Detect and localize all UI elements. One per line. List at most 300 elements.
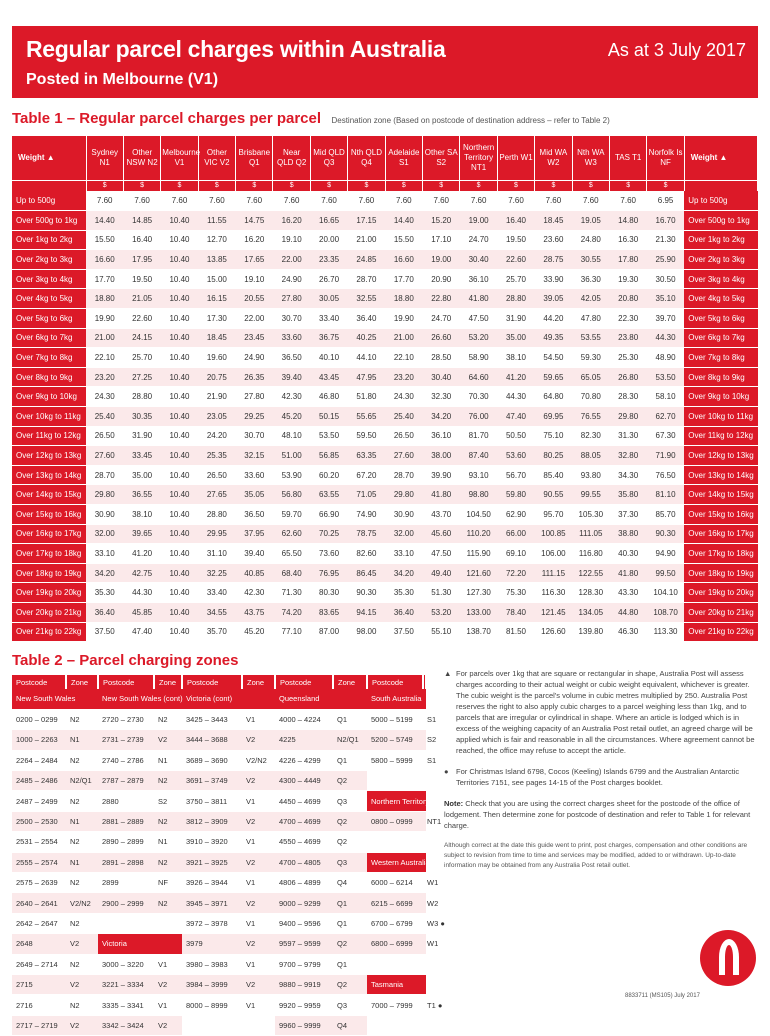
price-cell: 23.20: [385, 367, 422, 387]
weight-label: Over 12kg to 13kg: [12, 446, 86, 466]
price-cell: 7.60: [535, 191, 572, 211]
price-cell: 25.40: [86, 407, 123, 427]
price-cell: 47.40: [123, 622, 160, 642]
price-cell: 43.45: [310, 367, 347, 387]
state-section-label: Victoria (cont): [182, 689, 275, 709]
price-cell: 16.40: [497, 211, 534, 231]
price-cell: 76.50: [647, 465, 684, 485]
zone-header: Other NSW N2: [123, 136, 160, 180]
price-cell: 19.00: [460, 211, 497, 231]
price-cell: 93.80: [572, 465, 609, 485]
postcode-cell: 3335 – 3341: [98, 995, 154, 1015]
price-cell: 30.35: [123, 407, 160, 427]
price-cell: 54.50: [535, 348, 572, 368]
postcode-cell: 9400 – 9596: [275, 913, 333, 933]
postcode-cell: 2642 – 2647: [12, 913, 66, 933]
postcode-cell: 2717 – 2719: [12, 1015, 66, 1035]
price-cell: 41.20: [497, 367, 534, 387]
price-cell: 71.90: [647, 446, 684, 466]
zone-cell: N1: [154, 750, 182, 770]
price-cell: 24.15: [123, 328, 160, 348]
price-cell: 10.40: [161, 563, 198, 583]
price-cell: 26.50: [86, 426, 123, 446]
price-cell: 6.95: [647, 191, 684, 211]
price-cell: 7.60: [123, 191, 160, 211]
price-cell: 35.05: [236, 485, 273, 505]
weight-label-right: Over 18kg to 19kg: [684, 563, 757, 583]
price-cell: 76.00: [460, 407, 497, 427]
price-cell: 93.10: [460, 465, 497, 485]
price-cell: 37.95: [236, 524, 273, 544]
price-cell: 46.80: [310, 387, 347, 407]
price-cell: 78.75: [348, 524, 385, 544]
price-cell: 24.90: [273, 269, 310, 289]
zone-table-header: Zone: [66, 675, 98, 689]
price-cell: 28.70: [86, 465, 123, 485]
price-cell: 47.50: [460, 309, 497, 329]
postcode-cell: 7000 – 7999: [367, 995, 423, 1015]
postcode-cell: 4450 – 4699: [275, 791, 333, 811]
price-cell: 10.40: [161, 583, 198, 603]
zone-cell: T1 ●: [423, 995, 426, 1015]
table-row: [12, 913, 426, 933]
price-cell: 10.40: [161, 211, 198, 231]
zone-table-header: Zone: [333, 675, 367, 689]
zone-cell: N2: [154, 709, 182, 729]
zone-cell: Q2: [333, 974, 367, 994]
price-cell: 28.50: [423, 348, 460, 368]
price-cell: 16.15: [198, 289, 235, 309]
weight-header-right: Weight ▲: [684, 136, 757, 180]
empty-cell: [367, 1015, 426, 1035]
price-cell: 47.95: [348, 367, 385, 387]
zone-cell: V1: [242, 995, 275, 1015]
price-cell: 11.55: [198, 211, 235, 231]
postcode-cell: 2900 – 2999: [98, 893, 154, 913]
price-cell: 27.60: [86, 446, 123, 466]
weight-label: Over 17kg to 18kg: [12, 544, 86, 564]
weight-label: Over 2kg to 3kg: [12, 250, 86, 270]
table-row: [12, 995, 426, 1015]
weight-label-right: Over 9kg to 10kg: [684, 387, 757, 407]
zone-cell: N2: [154, 771, 182, 791]
zone-cell: Q3: [333, 852, 367, 872]
price-cell: 98.00: [348, 622, 385, 642]
price-cell: 10.40: [161, 544, 198, 564]
price-cell: 10.40: [161, 348, 198, 368]
zone-table-header: Postcode: [12, 675, 66, 689]
zone-cell: W1: [423, 934, 426, 954]
postcode-cell: 2716: [12, 995, 66, 1015]
price-cell: 7.60: [273, 191, 310, 211]
price-cell: 19.10: [273, 230, 310, 250]
price-cell: 18.80: [86, 289, 123, 309]
price-cell: 17.80: [609, 250, 646, 270]
weight-label-right: Over 19kg to 20kg: [684, 583, 757, 603]
zone-cell: N1: [66, 730, 98, 750]
price-cell: 35.10: [647, 289, 684, 309]
price-cell: 56.80: [273, 485, 310, 505]
price-cell: 33.60: [236, 465, 273, 485]
zone-cell: N2: [66, 709, 98, 729]
price-cell: 128.30: [572, 583, 609, 603]
price-cell: 116.30: [535, 583, 572, 603]
price-cell: 30.05: [310, 289, 347, 309]
price-cell: 59.65: [535, 367, 572, 387]
price-cell: 25.70: [497, 269, 534, 289]
price-cell: 66.90: [310, 505, 347, 525]
weight-label-right: Over 500g to 1kg: [684, 211, 757, 231]
zone-cell: Q2: [333, 934, 367, 954]
price-cell: 104.50: [460, 505, 497, 525]
zone-header: Melbourne V1: [161, 136, 198, 180]
price-cell: 35.80: [609, 485, 646, 505]
weight-label: Over 7kg to 8kg: [12, 348, 86, 368]
price-cell: 53.50: [310, 426, 347, 446]
price-cell: 7.60: [310, 191, 347, 211]
table-row: [12, 974, 426, 994]
postcode-cell: 3979: [182, 934, 242, 954]
postcode-cell: 2715: [12, 974, 66, 994]
zone-header: Other VIC V2: [198, 136, 235, 180]
price-cell: 43.70: [423, 505, 460, 525]
price-cell: 14.40: [385, 211, 422, 231]
price-cell: 23.60: [535, 230, 572, 250]
postcode-cell: 2720 – 2730: [98, 709, 154, 729]
price-cell: 28.30: [609, 387, 646, 407]
zone-cell: V1: [242, 832, 275, 852]
state-section-label: New South Wales (cont): [98, 689, 182, 709]
price-cell: 32.55: [348, 289, 385, 309]
weight-label-right: Over 17kg to 18kg: [684, 544, 757, 564]
price-cell: 121.45: [535, 602, 572, 622]
price-cell: 10.40: [161, 269, 198, 289]
price-cell: 139.80: [572, 622, 609, 642]
zone-cell: N1: [66, 811, 98, 831]
price-cell: 23.20: [86, 367, 123, 387]
postcode-cell: 3910 – 3920: [182, 832, 242, 852]
postcode-cell: 4226 – 4299: [275, 750, 333, 770]
price-cell: 16.60: [385, 250, 422, 270]
zone-cell: Q3: [333, 791, 367, 811]
price-cell: 45.85: [123, 602, 160, 622]
price-cell: 34.30: [609, 465, 646, 485]
zone-cell: N2: [66, 791, 98, 811]
zone-cell: V2: [242, 730, 275, 750]
zone-table-header: Postcode: [98, 675, 154, 689]
price-cell: 88.05: [572, 446, 609, 466]
weight-label: Over 20kg to 21kg: [12, 602, 86, 622]
price-cell: 90.30: [647, 524, 684, 544]
price-cell: 38.00: [423, 446, 460, 466]
weight-label-right: Over 12kg to 13kg: [684, 446, 757, 466]
zone-cell: Q2: [333, 771, 367, 791]
weight-label-right: Over 1kg to 2kg: [684, 230, 757, 250]
price-cell: 20.00: [310, 230, 347, 250]
zone-header: Nth QLD Q4: [348, 136, 385, 180]
price-cell: 10.40: [161, 446, 198, 466]
empty-cell: [367, 954, 426, 974]
zone-cell: N2/Q1: [333, 730, 367, 750]
postcode-cell: 2740 – 2786: [98, 750, 154, 770]
price-cell: 7.60: [86, 191, 123, 211]
price-cell: 35.30: [86, 583, 123, 603]
price-cell: 7.60: [460, 191, 497, 211]
price-cell: 122.55: [572, 563, 609, 583]
price-cell: 87.40: [460, 446, 497, 466]
price-cell: 27.65: [198, 485, 235, 505]
price-cell: 83.65: [310, 602, 347, 622]
state-section-label: Northern Territory: [367, 791, 426, 811]
price-cell: 36.55: [123, 485, 160, 505]
note-cubic: [444, 668, 756, 756]
weight-label-right: Over 15kg to 16kg: [684, 505, 757, 525]
price-cell: 10.40: [161, 485, 198, 505]
price-cell: 23.35: [310, 250, 347, 270]
zone-cell: V1: [242, 709, 275, 729]
footer-code: 8833711 (MS105) July 2017: [625, 993, 700, 999]
price-cell: 10.40: [161, 524, 198, 544]
zone-cell: V1: [242, 791, 275, 811]
price-cell: 30.40: [423, 367, 460, 387]
price-cell: 10.40: [161, 505, 198, 525]
price-cell: 21.00: [86, 328, 123, 348]
price-cell: 82.60: [348, 544, 385, 564]
price-cell: 22.10: [385, 348, 422, 368]
zone-cell: NF: [154, 873, 182, 893]
table-row: [12, 791, 426, 811]
zone-table-header: Postcode: [367, 675, 423, 689]
price-cell: 49.40: [423, 563, 460, 583]
price-cell: 42.30: [273, 387, 310, 407]
table-row: [12, 563, 758, 583]
price-cell: 74.90: [348, 505, 385, 525]
weight-label-right: Over 13kg to 14kg: [684, 465, 757, 485]
note-islands: [444, 766, 756, 788]
zone-cell: Q2: [333, 832, 367, 852]
price-cell: 40.25: [348, 328, 385, 348]
weight-label-right: Over 5kg to 6kg: [684, 309, 757, 329]
price-cell: 66.00: [497, 524, 534, 544]
price-cell: 28.80: [198, 505, 235, 525]
price-cell: 28.75: [535, 250, 572, 270]
price-cell: 65.50: [273, 544, 310, 564]
weight-label: Over 19kg to 20kg: [12, 583, 86, 603]
price-cell: 22.10: [86, 348, 123, 368]
weight-label-right: Over 11kg to 12kg: [684, 426, 757, 446]
table-row: [12, 211, 758, 231]
table-row: [12, 269, 758, 289]
postcode-cell: 4806 – 4899: [275, 873, 333, 893]
zone-cell: V2: [154, 1015, 182, 1035]
weight-label: Over 14kg to 15kg: [12, 485, 86, 505]
price-cell: 34.20: [423, 407, 460, 427]
price-cell: 27.25: [123, 367, 160, 387]
price-cell: 77.10: [273, 622, 310, 642]
weight-label: Over 5kg to 6kg: [12, 309, 86, 329]
parcel-charges-table: [12, 136, 758, 642]
price-cell: 76.95: [310, 563, 347, 583]
price-cell: 25.30: [609, 348, 646, 368]
table-row: [12, 289, 758, 309]
postcode-cell: 1000 – 2263: [12, 730, 66, 750]
zone-header: Adelaide S1: [385, 136, 422, 180]
table-row: [12, 309, 758, 329]
price-cell: 53.60: [497, 446, 534, 466]
price-cell: 26.35: [236, 367, 273, 387]
price-cell: 85.40: [535, 465, 572, 485]
postcode-cell: 9920 – 9959: [275, 995, 333, 1015]
price-cell: 98.80: [460, 485, 497, 505]
zone-cell: V1: [154, 995, 182, 1015]
zone-table-header: Postcode: [182, 675, 242, 689]
zone-cell: V2: [242, 852, 275, 872]
price-cell: 33.90: [535, 269, 572, 289]
price-cell: 110.20: [460, 524, 497, 544]
price-cell: 33.10: [385, 544, 422, 564]
zone-cell: N2: [66, 954, 98, 974]
price-cell: 17.70: [385, 269, 422, 289]
date-label: As at 3 July 2017: [607, 40, 746, 60]
zone-cell: V2: [154, 730, 182, 750]
zone-cell: N2: [66, 873, 98, 893]
price-cell: 39.40: [236, 544, 273, 564]
table-row: [12, 832, 426, 852]
price-cell: 15.50: [385, 230, 422, 250]
price-cell: 34.55: [198, 602, 235, 622]
price-cell: 42.75: [123, 563, 160, 583]
table-row: [12, 1015, 426, 1035]
currency-cell: $: [236, 180, 273, 191]
price-cell: 82.30: [572, 426, 609, 446]
price-cell: 73.60: [310, 544, 347, 564]
price-cell: 70.25: [310, 524, 347, 544]
table1-title: Table 1 – Regular parcel charges per parcel: [12, 110, 322, 127]
price-cell: 10.40: [161, 387, 198, 407]
weight-label-right: Over 8kg to 9kg: [684, 367, 757, 387]
weight-label: Over 8kg to 9kg: [12, 367, 86, 387]
table-row: [12, 446, 758, 466]
price-cell: 71.05: [348, 485, 385, 505]
postcode-cell: 2575 – 2639: [12, 873, 66, 893]
postcode-cell: 2881 – 2889: [98, 811, 154, 831]
price-cell: 99.55: [572, 485, 609, 505]
price-cell: 17.15: [348, 211, 385, 231]
currency-cell: $: [161, 180, 198, 191]
price-cell: 25.90: [647, 250, 684, 270]
price-cell: 10.40: [161, 426, 198, 446]
price-cell: 30.70: [236, 426, 273, 446]
postcode-cell: 4300 – 4449: [275, 771, 333, 791]
price-cell: 19.00: [423, 250, 460, 270]
currency-cell: $: [310, 180, 347, 191]
zone-cell: V1: [242, 873, 275, 893]
price-cell: 15.50: [86, 230, 123, 250]
table2-title: Table 2 – Parcel charging zones: [12, 652, 239, 669]
zone-cell: N1: [154, 832, 182, 852]
price-cell: 10.40: [161, 602, 198, 622]
price-cell: 23.05: [198, 407, 235, 427]
price-cell: 44.30: [123, 583, 160, 603]
price-cell: 7.60: [609, 191, 646, 211]
price-cell: 29.80: [609, 407, 646, 427]
price-cell: 87.00: [310, 622, 347, 642]
price-cell: 43.30: [609, 583, 646, 603]
price-cell: 51.00: [273, 446, 310, 466]
table2-header-row: [12, 675, 426, 689]
zone-cell: N2: [66, 995, 98, 1015]
price-cell: 7.60: [497, 191, 534, 211]
weight-label-right: Over 10kg to 11kg: [684, 407, 757, 427]
price-cell: 21.90: [198, 387, 235, 407]
zone-cell: V1: [242, 913, 275, 933]
price-cell: 10.40: [161, 250, 198, 270]
currency-cell: $: [460, 180, 497, 191]
price-cell: 133.00: [460, 602, 497, 622]
price-cell: 32.00: [385, 524, 422, 544]
price-cell: 134.05: [572, 602, 609, 622]
triangle-icon: ▲: [444, 669, 452, 678]
price-cell: 35.70: [198, 622, 235, 642]
zone-cell: Q1: [333, 709, 367, 729]
price-cell: 30.50: [647, 269, 684, 289]
price-cell: 16.20: [273, 211, 310, 231]
postcode-cell: 8000 – 8999: [182, 995, 242, 1015]
price-cell: 7.60: [161, 191, 198, 211]
table-row: [12, 191, 758, 211]
price-cell: 48.90: [647, 348, 684, 368]
postcode-cell: 4550 – 4699: [275, 832, 333, 852]
postcode-cell: 3444 – 3688: [182, 730, 242, 750]
postcode-cell: 0200 – 0299: [12, 709, 66, 729]
zone-cell: S2: [154, 791, 182, 811]
table-row: [12, 367, 758, 387]
price-cell: 46.30: [609, 622, 646, 642]
postcode-cell: 0800 – 0999: [367, 811, 423, 831]
price-cell: 67.20: [348, 465, 385, 485]
price-cell: 47.80: [572, 309, 609, 329]
table-row: [12, 709, 426, 729]
price-cell: 53.20: [423, 602, 460, 622]
price-cell: 64.80: [535, 387, 572, 407]
price-cell: 10.40: [161, 367, 198, 387]
table-row: [12, 893, 426, 913]
price-cell: 111.05: [572, 524, 609, 544]
price-cell: 33.60: [273, 328, 310, 348]
price-cell: 16.30: [609, 230, 646, 250]
price-cell: 126.60: [535, 622, 572, 642]
zone-cell: V2: [242, 893, 275, 913]
postcode-cell: 3812 – 3909: [182, 811, 242, 831]
price-cell: 53.90: [273, 465, 310, 485]
zone-header: Sydney N1: [86, 136, 123, 180]
price-cell: 24.90: [236, 348, 273, 368]
zone-cell: N2/Q1: [66, 771, 98, 791]
price-cell: 32.25: [198, 563, 235, 583]
price-cell: 32.00: [86, 524, 123, 544]
state-section-label: Western Australia: [367, 852, 426, 872]
zone-cell: W1: [423, 873, 426, 893]
price-cell: 74.20: [273, 602, 310, 622]
price-cell: 43.75: [236, 602, 273, 622]
price-cell: 26.50: [198, 465, 235, 485]
zone-table-header: Zone: [154, 675, 182, 689]
state-section-label: Queensland: [275, 689, 367, 709]
zone-cell: N2: [66, 750, 98, 770]
price-cell: 94.15: [348, 602, 385, 622]
price-cell: 22.30: [609, 309, 646, 329]
price-cell: 40.30: [609, 544, 646, 564]
